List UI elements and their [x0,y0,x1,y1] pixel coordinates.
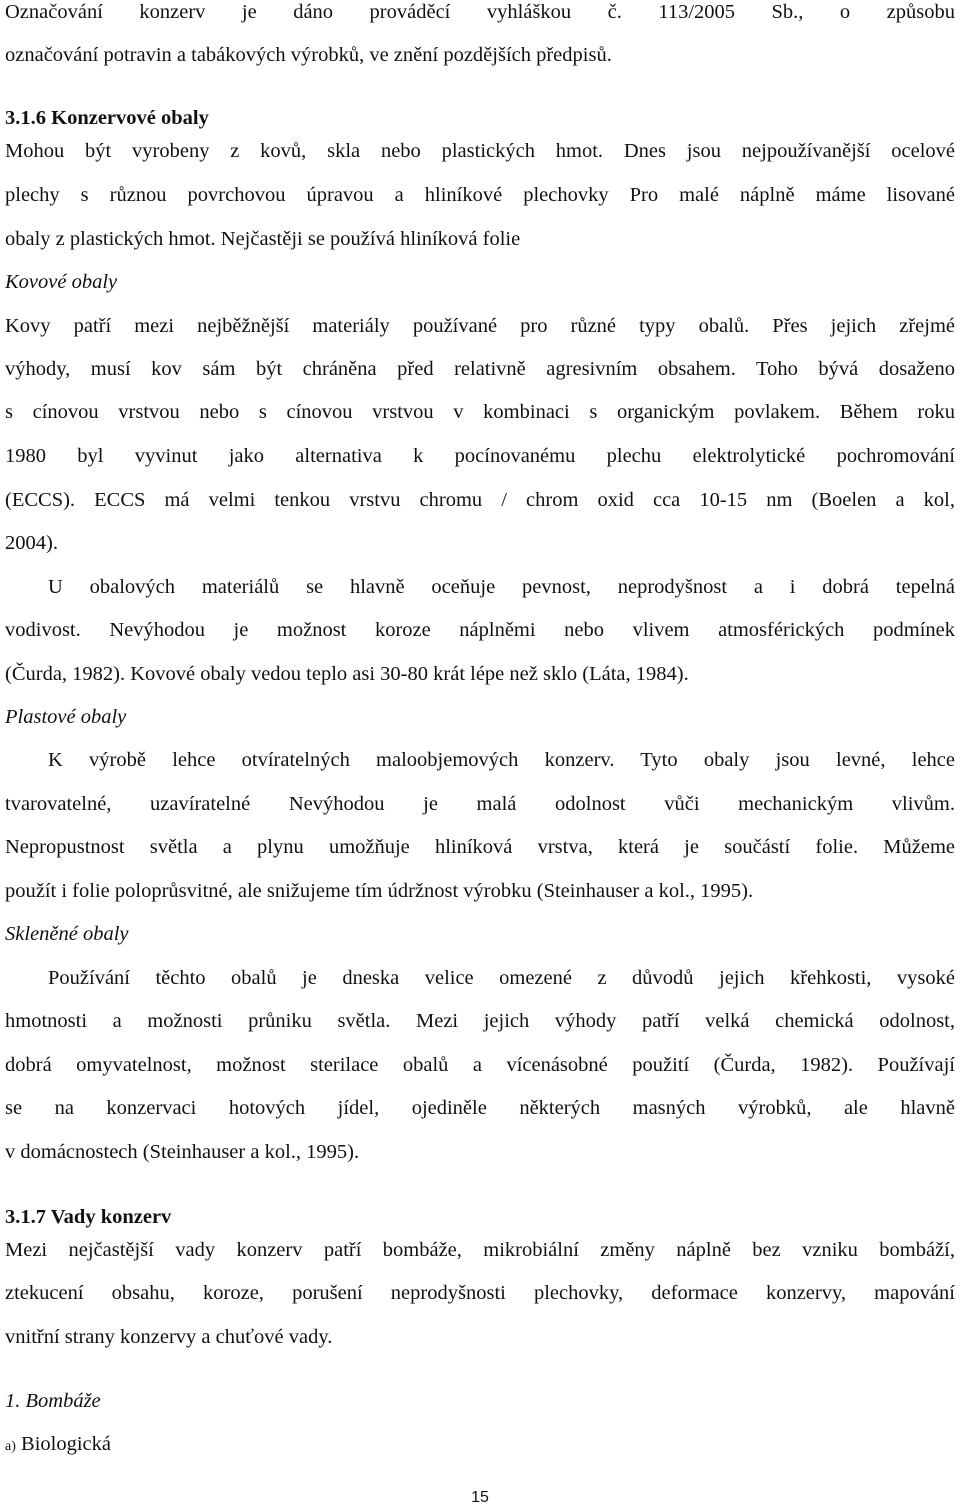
section-heading-3-1-7: 3.1.7 Vady konzerv [5,1206,172,1228]
list-marker: a) [5,1439,16,1454]
paragraph-line: použít i folie poloprůsvitné, ale snižujeme tím údržnost výrobku (Steinhauser a kol., 1995). [5,880,754,902]
paragraph-line: 1980 byl vyvinut jako alternativa k pocínovanému plechu elektrolytické pochromování [5,445,955,467]
paragraph-line: vnitřní strany konzervy a chuťové vady. [5,1326,333,1348]
paragraph-line: U obalových materiálů se hlavně oceňuje pevnost, neprodyšnost a i dobrá tepelná [48,576,955,598]
list-subitem-biologicka [5,1432,955,1459]
paragraph-line: výhody, musí kov sám být chráněna před relativně agresivním obsahem. Toho bývá dosaženo [5,358,955,380]
subheading-kovove-obaly: Kovové obaly [5,271,118,293]
paragraph-line: plechy s různou povrchovou úpravou a hliníkové plechovky Pro malé náplně máme lisované [5,184,955,206]
paragraph-line: (ECCS). ECCS má velmi tenkou vrstvu chromu / chrom oxid cca 10-15 nm (Boelen a kol, [5,489,955,511]
page-number: 15 [471,1489,489,1506]
paragraph-line: s cínovou vrstvou nebo s cínovou vrstvou v kombinaci s organickým povlakem. Během roku [5,401,955,423]
paragraph-line: K výrobě lehce otvíratelných maloobjemových konzerv. Tyto obaly jsou levné, lehce [48,749,955,771]
list-subitem-label: Biologická [15,1433,111,1455]
paragraph-line: v domácnostech (Steinhauser a kol., 1995). [5,1141,360,1163]
intro-line: Označování konzerv je dáno prováděcí vyhláškou č. 113/2005 Sb., o způsobu [5,1,955,23]
intro-line: označování potravin a tabákových výrobků, ve znění pozdějších předpisů. [5,44,612,66]
paragraph-line: Kovy patří mezi nejběžnější materiály používané pro různé typy obalů. Přes jejich zřejmé [5,315,955,337]
paragraph-line: se na konzervaci hotových jídel, ojediněle některých masných výrobků, ale hlavně [5,1097,955,1119]
subheading-plastove-obaly: Plastové obaly [5,706,127,728]
paragraph-line: Mohou být vyrobeny z kovů, skla nebo plastických hmot. Dnes jsou nejpoužívanější ocelové [5,140,955,162]
paragraph-line: Mezi nejčastější vady konzerv patří bombáže, mikrobiální změny náplně bez vzniku bombáží, [5,1239,955,1261]
paragraph-line: tvarovatelné, uzavíratelné Nevýhodou je malá odolnost vůči mechanickým vlivům. [5,793,955,815]
list-item-bombaze: 1. Bombáže [5,1390,101,1412]
section-heading-3-1-6: 3.1.6 Konzervové obaly [5,107,209,129]
paragraph-line: 2004). [5,532,58,554]
subheading-sklenene-obaly: Skleněné obaly [5,923,129,945]
paragraph-line: Používání těchto obalů je dneska velice omezené z důvodů jejich křehkosti, vysoké [48,967,955,989]
paragraph-line: (Čurda, 1982). Kovové obaly vedou teplo asi 30-80 krát lépe než sklo (Láta, 1984). [5,663,689,685]
paragraph-line: ztekucení obsahu, koroze, porušení neprodyšnosti plechovky, deformace konzervy, mapování [5,1282,955,1304]
paragraph-line: obaly z plastických hmot. Nejčastěji se používá hliníková folie [5,228,521,250]
paragraph-line: dobrá omyvatelnost, možnost sterilace obalů a vícenásobné použití (Čurda, 1982). Používají [5,1054,955,1076]
paragraph-line: hmotnosti a možnosti průniku světla. Mezi jejich výhody patří velká chemická odolnost, [5,1010,955,1032]
paragraph-line: vodivost. Nevýhodou je možnost koroze náplněmi nebo vlivem atmosférických podmínek [5,619,955,641]
paragraph-line: Nepropustnost světla a plynu umožňuje hliníková vrstva, která je součástí folie. Můžeme [5,836,955,858]
